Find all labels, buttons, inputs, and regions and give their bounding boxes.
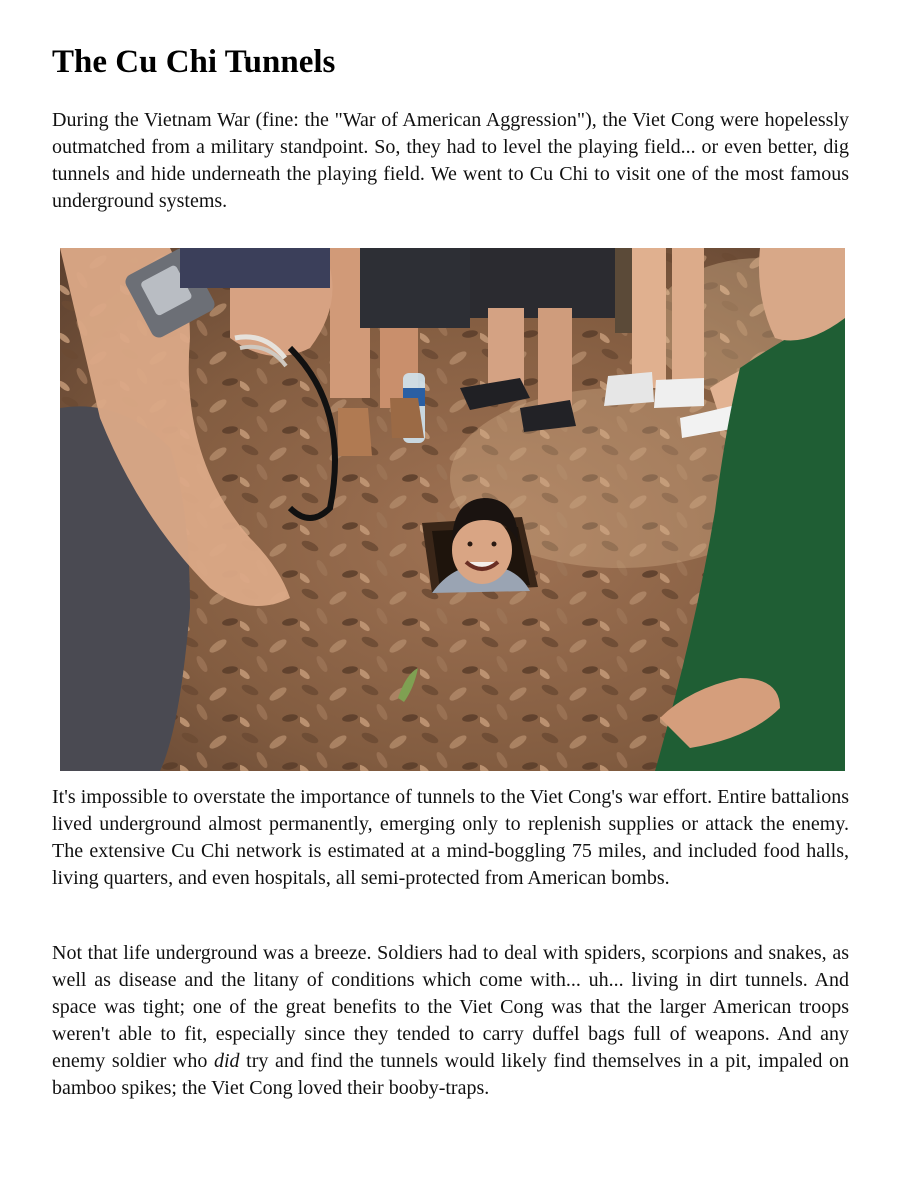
intro-paragraph: During the Vietnam War (fine: the "War of American Aggression"), the Viet Cong were hopelessly outmatched from a military standpoint. So, they had to level the playing field... or even better, dig tunnels and hide underneath the playing field. We went to Cu Chi to visit one of the most famous underground systems.: [52, 109, 849, 212]
article-title: The Cu Chi Tunnels: [52, 44, 336, 80]
emphasis-did: did: [213, 1050, 240, 1072]
paragraph-3-start: Not that life underground was a breeze. Soldiers had to deal with spiders, scorpions and snakes, as well as disease and the litany of conditions which come with... uh... living in dirt tunnels. And space was tight; one of the great benefits to the Viet Cong was that the larger American troops weren't able to fit, especially since they tended to carry duffel bags full of weapons. And any enemy soldier who: [52, 942, 849, 1072]
paragraph-3-end: try and find the tunnels would likely find themselves in a pit, impaled on bamboo spikes; the Viet Cong loved their booby-traps.: [52, 1050, 850, 1099]
life-underground-paragraph: [52, 940, 849, 1102]
tunnels-importance-paragraph: It's impossible to overstate the importance of tunnels to the Viet Cong's war effort. Entire battalions lived underground almost permanently, emerging only to replenish supplies or attack the enemy. The extensive Cu Chi network is estimated at a mind-boggling 75 miles, and included food halls, living quarters, and even hospitals, all semi-protected from American bombs.: [52, 786, 849, 889]
cu-chi-tunnel-photo: [60, 248, 845, 771]
